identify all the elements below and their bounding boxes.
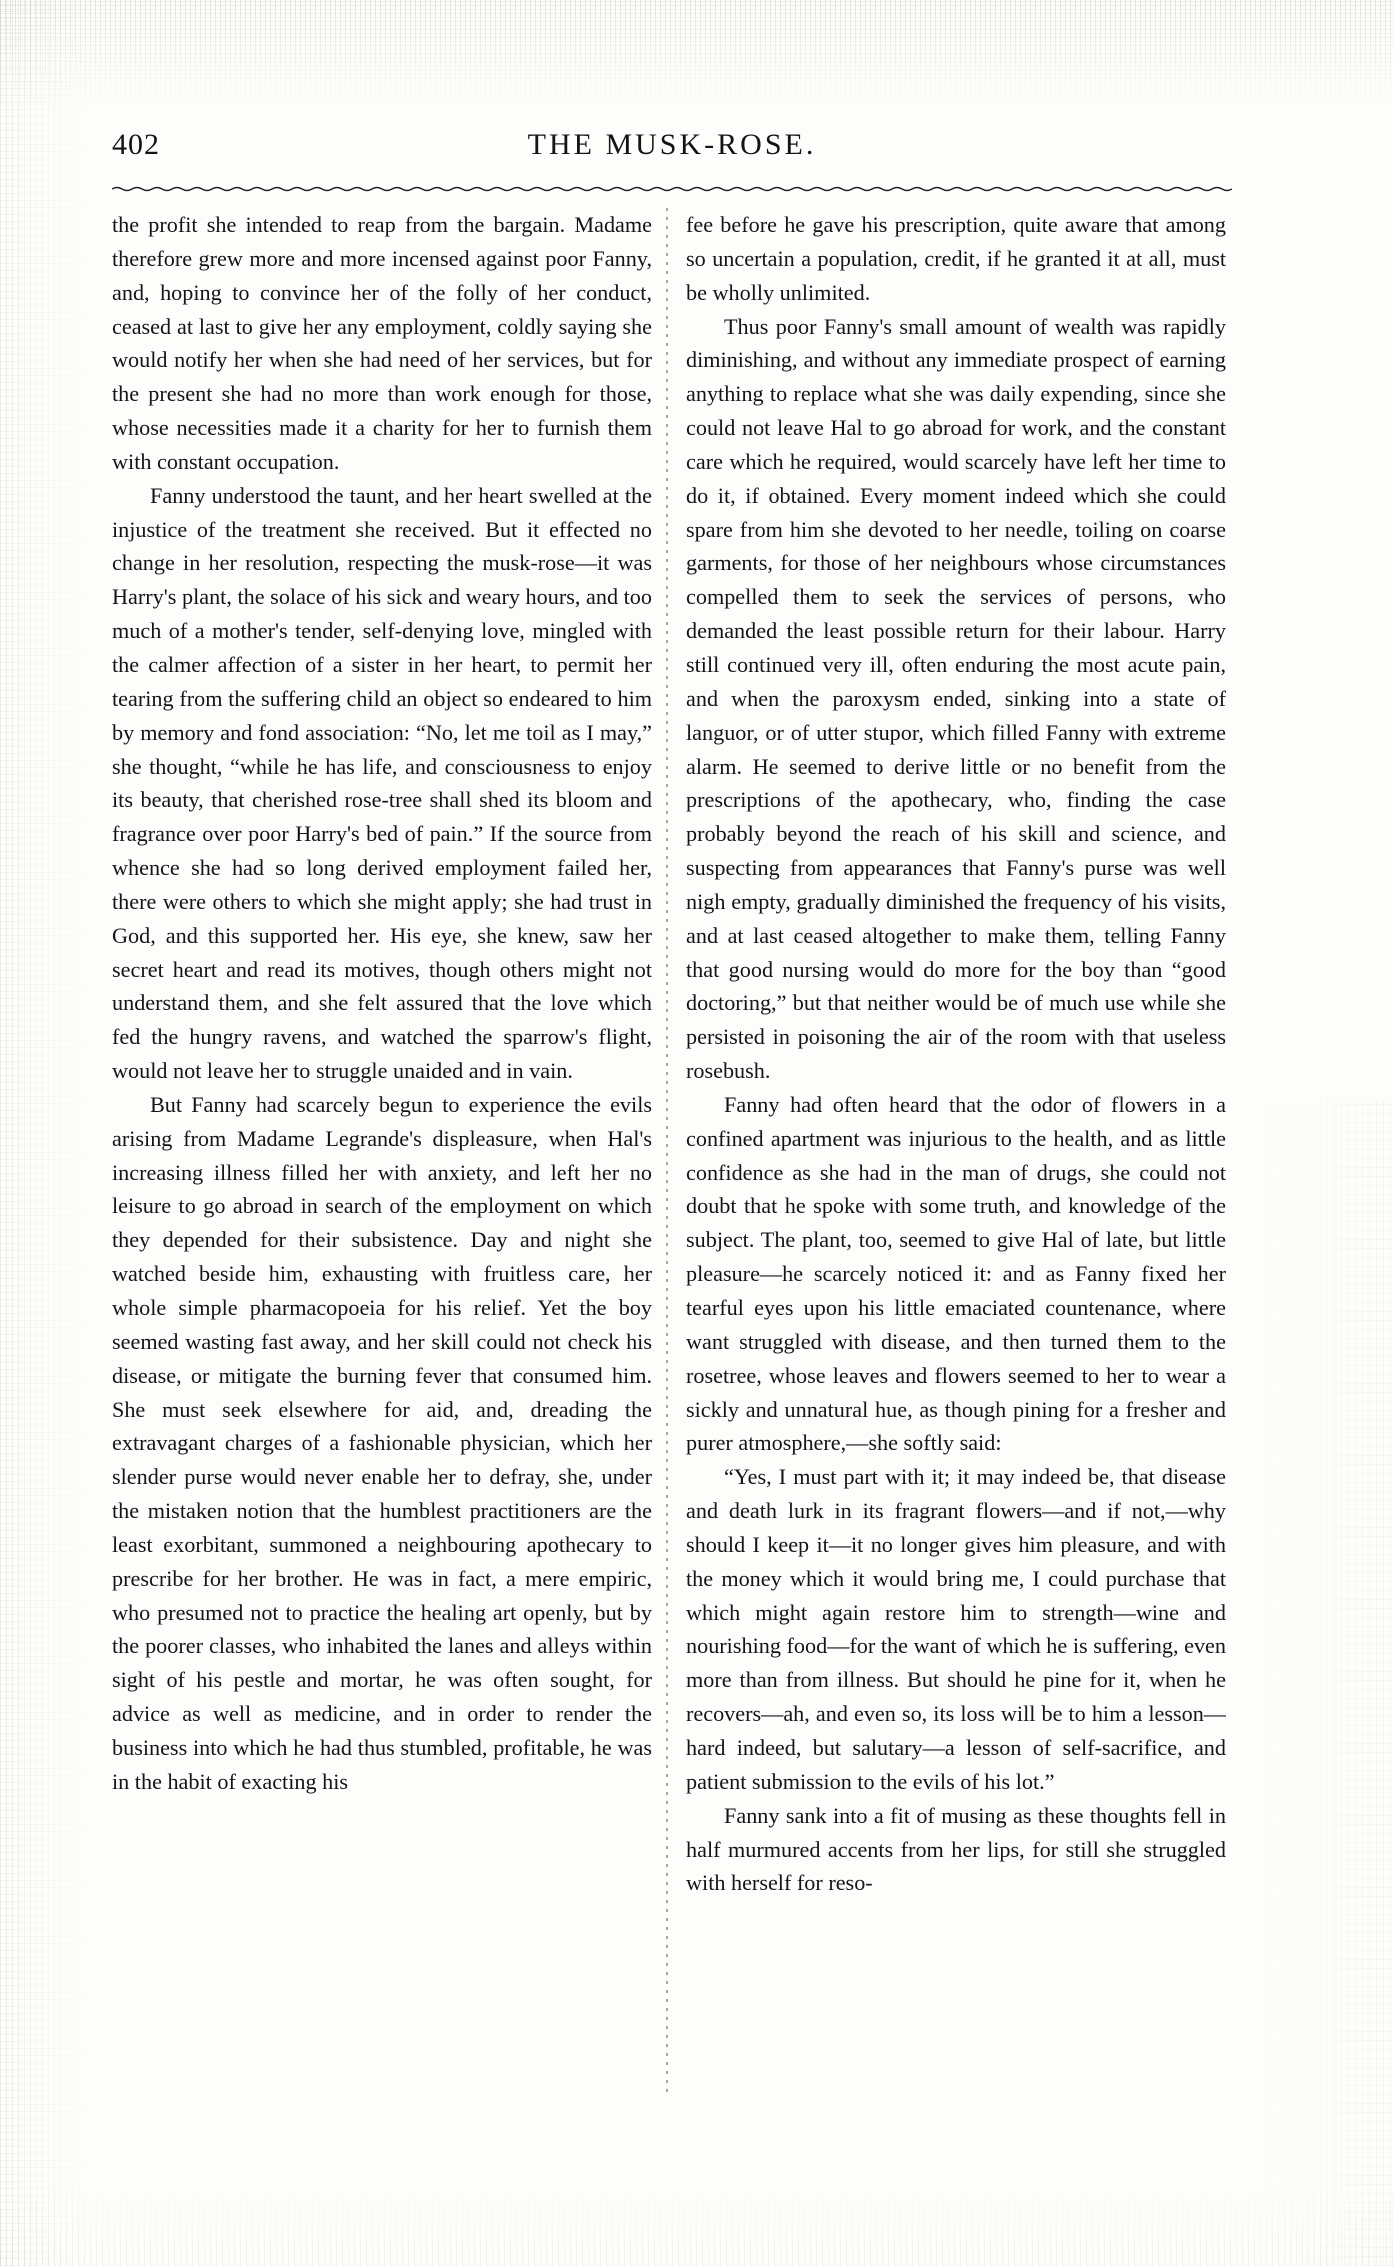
left-column bbox=[112, 208, 652, 2108]
scan-noise-right bbox=[1243, 1100, 1393, 2266]
paragraph: “Yes, I must part with it; it may indeed be, that disease and death lurk in its fragrant flowers—and if not,—why should I keep it—it no longer gives him pleasure, and with the money which it would bring me, I could purchase that which might again restore him to strength—wine and nourishing food—for the want of which he is suffering, even more than from illness. But should he pine for it, when he recovers—ah, and even so, its loss will be to him a lesson—hard indeed, but salutary—a lesson of self-sacrifice, and patient submission to the evils of his lot.” bbox=[686, 1464, 1226, 1794]
running-title: THE MUSK-ROSE. bbox=[527, 128, 817, 161]
paragraph: Thus poor Fanny's small amount of wealth was rapidly diminishing, and without any immediate prospect of earning anything to replace what she was daily expending, since she could not leave Hal to go abroad for work, and the constant care which he required, would scarcely have left her time to do it, if obtained. Every moment indeed which she could spare from him she devoted to her needle, toiling on coarse garments, for those of her neighbours whose circumstances compelled them to seek the services of persons, who demanded the least possible return for their labour. Harry still continued very ill, often enduring the most acute pain, and when the paroxysm ended, sinking into a state of languor, or of utter stupor, which filled Fanny with extreme alarm. He seemed to derive little or no benefit from the prescriptions of the apothecary, who, finding the case probably beyond the reach of his skill and science, and suspecting from appearances that Fanny's purse was well nigh empty, gradually diminished the frequency of his visits, and at last ceased altogether to make them, telling Fanny that good nursing would do more for the boy than “good doctoring,” but that neither would be of much use while she persisted in poisoning the air of the room with that useless rosebush. bbox=[686, 313, 1226, 1084]
paragraph: the profit she intended to reap from the bargain. Madame therefore grew more and more incensed against poor Fanny, and, hoping to convince her of the folly of her conduct, ceased at last to give her any employment, coldly saying she would notify her when she had need of her services, but for the present she had no more than work enough for those, whose necessities made it a charity for her to furnish them with constant occupation. bbox=[112, 212, 652, 474]
scan-noise-left bbox=[0, 0, 90, 2266]
column-divider bbox=[666, 208, 668, 2098]
right-column bbox=[686, 208, 1226, 2108]
paragraph: Fanny understood the taunt, and her heart swelled at the injustice of the treatment she received. But it effected no change in her resolution, respecting the musk-rose—it was Harry's plant, the solace of his sick and weary hours, and too much of a mother's tender, self-denying love, mingled with the calmer affection of a sister in her heart, to permit her tearing from the suffering child an object so endeared to him by memory and fond association: “No, let me toil as I may,” she thought, “while he has life, and consciousness to enjoy its beauty, that cherished rose-tree shall shed its bloom and fragrance over poor Harry's bed of pain.” If the source from whence she had so long derived employment failed her, there were others to which she might apply; she had trust in God, and this supported her. His eye, she knew, saw her secret heart and read its motives, though others might not understand them, and she felt assured that the love which fed the hungry ravens, and watched the sparrow's flight, would not leave her to struggle unaided and in vain. bbox=[112, 482, 652, 1084]
page-header bbox=[112, 128, 1232, 172]
page-number: 402 bbox=[112, 128, 160, 161]
paragraph: Fanny sank into a fit of musing as these thoughts fell in half murmured accents from her lips, for still she struggled with herself for reso- bbox=[686, 1802, 1226, 1896]
paragraph: fee before he gave his prescription, quite aware that among so uncertain a population, credit, if he granted it at all, must be wholly unlimited. bbox=[686, 212, 1226, 305]
header-rule bbox=[112, 186, 1232, 192]
paragraph: But Fanny had scarcely begun to experience the evils arising from Madame Legrande's displeasure, when Hal's increasing illness filled her with anxiety, and left her no leisure to go abroad in search of the employment on which they depended for their subsistence. Day and night she watched beside him, exhausting with fruitless care, her whole simple pharmacopoeia for his relief. Yet the boy seemed wasting fast away, and her skill could not check his disease, or mitigate the burning fever that consumed him. She must seek elsewhere for aid, and, dreading the extravagant charges of a fashionable physician, which her slender purse would never enable her to defray, she, under the mistaken notion that the humblest practitioners are the least exorbitant, summoned a neighbouring apothecary to prescribe for her brother. He was in fact, a mere empiric, who presumed not to practice the healing art openly, but by the poorer classes, who inhabited the lanes and alleys within sight of his pestle and mortar, he was often sought, for advice as well as medicine, and in order to render the business into which he had thus stumbled, profitable, he was in the habit of exacting his bbox=[112, 1091, 652, 1794]
paragraph: Fanny had often heard that the odor of flowers in a confined apartment was injurious to the health, and as little confidence as she had in the man of drugs, she could not doubt that he spoke with some truth, and knowledge of the subject. The plant, too, seemed to give Hal of late, but little pleasure—he scarcely noticed it: and as Fanny fixed her tearful eyes upon his little emaciated countenance, where want struggled with disease, and then turned them to the rosetree, whose leaves and flowers seemed to her to wear a sickly and unnatural hue, as though pining for a fresher and purer atmosphere,—she softly said: bbox=[686, 1091, 1226, 1456]
scan-noise-top bbox=[0, 0, 1393, 110]
scan-noise-bottom bbox=[0, 2186, 1393, 2266]
